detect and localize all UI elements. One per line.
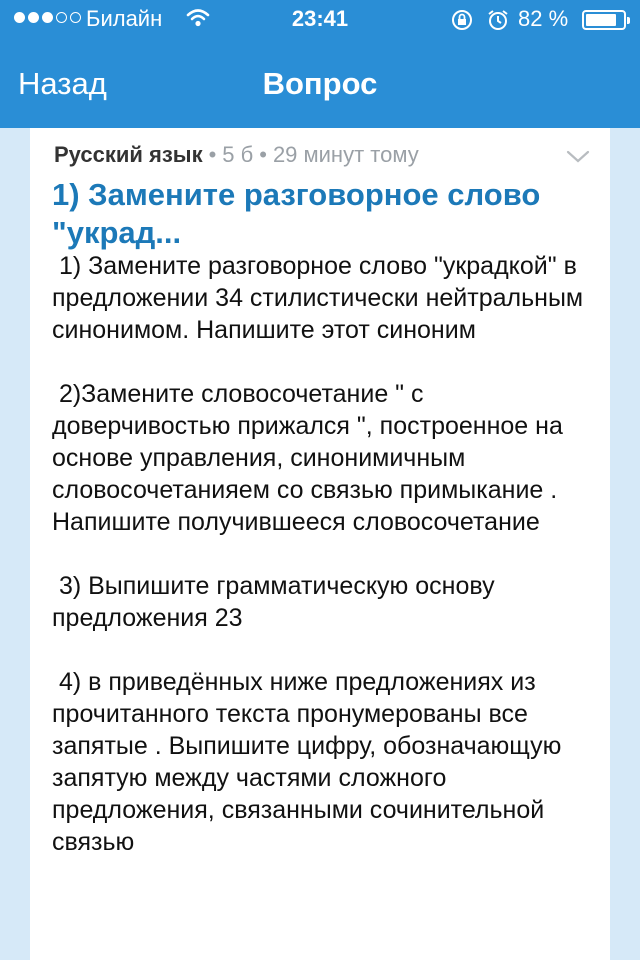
points-label: 5 б — [222, 142, 254, 167]
status-bar — [0, 0, 640, 40]
question-card — [30, 128, 610, 960]
rotation-lock-icon — [450, 9, 474, 37]
time-ago-label: 29 минут тому — [272, 142, 419, 167]
carrier-name: Билайн — [86, 6, 163, 31]
battery-fill — [586, 14, 616, 26]
battery-icon — [582, 10, 626, 30]
subject-label[interactable]: Русский язык — [54, 142, 203, 167]
alarm-icon — [486, 9, 510, 37]
back-button[interactable]: Назад — [18, 66, 107, 101]
chevron-down-icon[interactable] — [566, 150, 590, 169]
app-header — [0, 0, 640, 128]
battery-percentage: 82 % — [518, 6, 569, 31]
question-meta: Русский язык • 5 б • 29 минут тому — [54, 142, 419, 167]
question-title: 1) Замените разговорное слово "украд... — [52, 177, 541, 250]
status-time: 23:41 — [291, 6, 349, 31]
page-title: Вопрос — [262, 66, 378, 101]
question-body: 1) Замените разговорное слово "украдкой" в предложении 34 стилистически нейтральным синонимом. Напишите этот синоним 2)Замените словосочетание " с доверчивостью прижался ", построенное на основе управления, синонимичным словосочетанияем со связью примыкание . Напишите получившееся словосочетание 3) Выпишите грамматическую основу предложения 23 4) в приведённых ниже предложениях из прочитанного текста пронумерованы все запятые . Выпишите цифру, обозначающую запятую между частями сложного предложения, связанными сочинительной связью — [52, 252, 584, 856]
